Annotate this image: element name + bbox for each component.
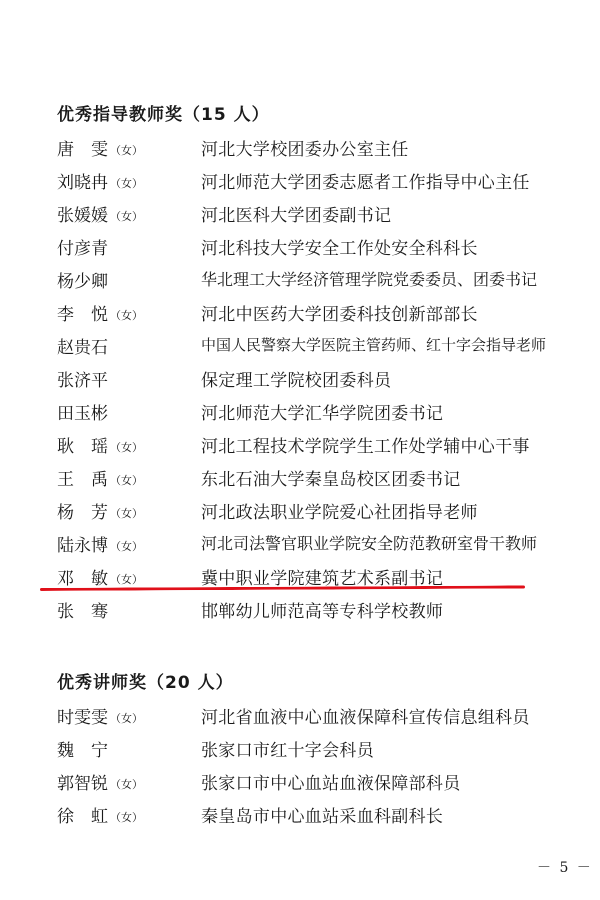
person-position: 河北省血液中心血液保障科宣传信息组科员 bbox=[201, 708, 530, 728]
list-item bbox=[0, 498, 600, 531]
person-position: 秦皇岛市中心血站采血科副科长 bbox=[201, 807, 444, 827]
gender-note: （女） bbox=[110, 177, 143, 190]
person-position: 河北中医药大学团委科技创新部部长 bbox=[201, 305, 478, 325]
gender-note: （女） bbox=[110, 441, 143, 454]
person-position: 张家口市中心血站血液保障部科员 bbox=[201, 774, 461, 794]
gender-note: （女） bbox=[110, 712, 143, 725]
person-name: 邓 敏 （女） bbox=[57, 569, 143, 589]
list-item bbox=[0, 531, 600, 564]
gender-note: （女） bbox=[110, 778, 143, 791]
person-position: 河北师范大学团委志愿者工作指导中心主任 bbox=[201, 173, 530, 193]
person-name: 唐 雯 （女） bbox=[57, 140, 143, 160]
person-name: 田玉彬 bbox=[57, 404, 108, 424]
person-name: 时雯雯 （女） bbox=[57, 708, 143, 728]
gender-note: （女） bbox=[110, 573, 143, 586]
person-name: 张媛媛 （女） bbox=[57, 206, 143, 226]
list-item bbox=[0, 300, 600, 333]
gender-note: （女） bbox=[110, 309, 143, 322]
page-number: － 5 － bbox=[537, 860, 593, 876]
person-name: 刘晓冉 （女） bbox=[57, 173, 143, 193]
person-position: 河北政法职业学院爱心社团指导老师 bbox=[201, 503, 478, 523]
section-title-instructors: 优秀指导教师奖（15 人） bbox=[57, 105, 270, 125]
person-position: 东北石油大学秦皇岛校区团委书记 bbox=[201, 470, 461, 490]
gender-note: （女） bbox=[110, 507, 143, 520]
person-position: 河北司法警官职业学院安全防范教研室骨干教师 bbox=[201, 534, 538, 553]
person-name: 郭智锐 （女） bbox=[57, 774, 143, 794]
person-name: 魏 宁 bbox=[57, 741, 108, 761]
person-position: 河北师范大学汇华学院团委书记 bbox=[201, 404, 444, 424]
person-name: 李 悦 （女） bbox=[57, 305, 143, 325]
list-item bbox=[0, 201, 600, 234]
gender-note: （女） bbox=[110, 811, 143, 824]
person-position: 邯郸幼儿师范高等专科学校教师 bbox=[201, 602, 444, 622]
section-title-lecturers: 优秀讲师奖（20 人） bbox=[57, 673, 234, 693]
person-position: 保定理工学院校团委科员 bbox=[201, 371, 392, 391]
list-item bbox=[0, 597, 600, 630]
person-position: 河北科技大学安全工作处安全科科长 bbox=[201, 239, 478, 259]
person-position: 河北医科大学团委副书记 bbox=[201, 206, 392, 226]
gender-note: （女） bbox=[110, 210, 143, 223]
person-position: 张家口市红十字会科员 bbox=[201, 741, 374, 761]
list-item bbox=[0, 135, 600, 168]
list-item bbox=[0, 736, 600, 769]
person-position: 河北大学校团委办公室主任 bbox=[201, 140, 409, 160]
person-name: 张济平 bbox=[57, 371, 108, 391]
person-name: 耿 瑶 （女） bbox=[57, 437, 143, 457]
person-name: 赵贵石 bbox=[57, 338, 108, 358]
person-name: 杨少卿 bbox=[57, 272, 108, 292]
list-item bbox=[0, 234, 600, 267]
list-item bbox=[0, 769, 600, 802]
list-item bbox=[0, 802, 600, 835]
person-position: 河北工程技术学院学生工作处学辅中心干事 bbox=[201, 437, 530, 457]
list-item bbox=[0, 465, 600, 498]
gender-note: （女） bbox=[110, 540, 143, 553]
person-position: 华北理工大学经济管理学院党委委员、团委书记 bbox=[201, 270, 538, 289]
list-item bbox=[0, 333, 600, 366]
person-name: 杨 芳 （女） bbox=[57, 503, 143, 523]
person-name: 徐 虹 （女） bbox=[57, 807, 143, 827]
list-item bbox=[0, 399, 600, 432]
list-item bbox=[0, 703, 600, 736]
list-item bbox=[0, 267, 600, 300]
person-name: 付彦青 bbox=[57, 239, 108, 259]
list-item bbox=[0, 564, 600, 597]
person-name: 张 骞 bbox=[57, 602, 108, 622]
person-position: 中国人民警察大学医院主管药师、红十字会指导老师 bbox=[201, 336, 547, 354]
list-item bbox=[0, 432, 600, 465]
gender-note: （女） bbox=[110, 474, 143, 487]
person-position: 冀中职业学院建筑艺术系副书记 bbox=[201, 569, 444, 589]
gender-note: （女） bbox=[110, 144, 143, 157]
list-item bbox=[0, 366, 600, 399]
list-item bbox=[0, 168, 600, 201]
person-name: 王 禹 （女） bbox=[57, 470, 143, 490]
person-name: 陆永博 （女） bbox=[57, 536, 143, 556]
